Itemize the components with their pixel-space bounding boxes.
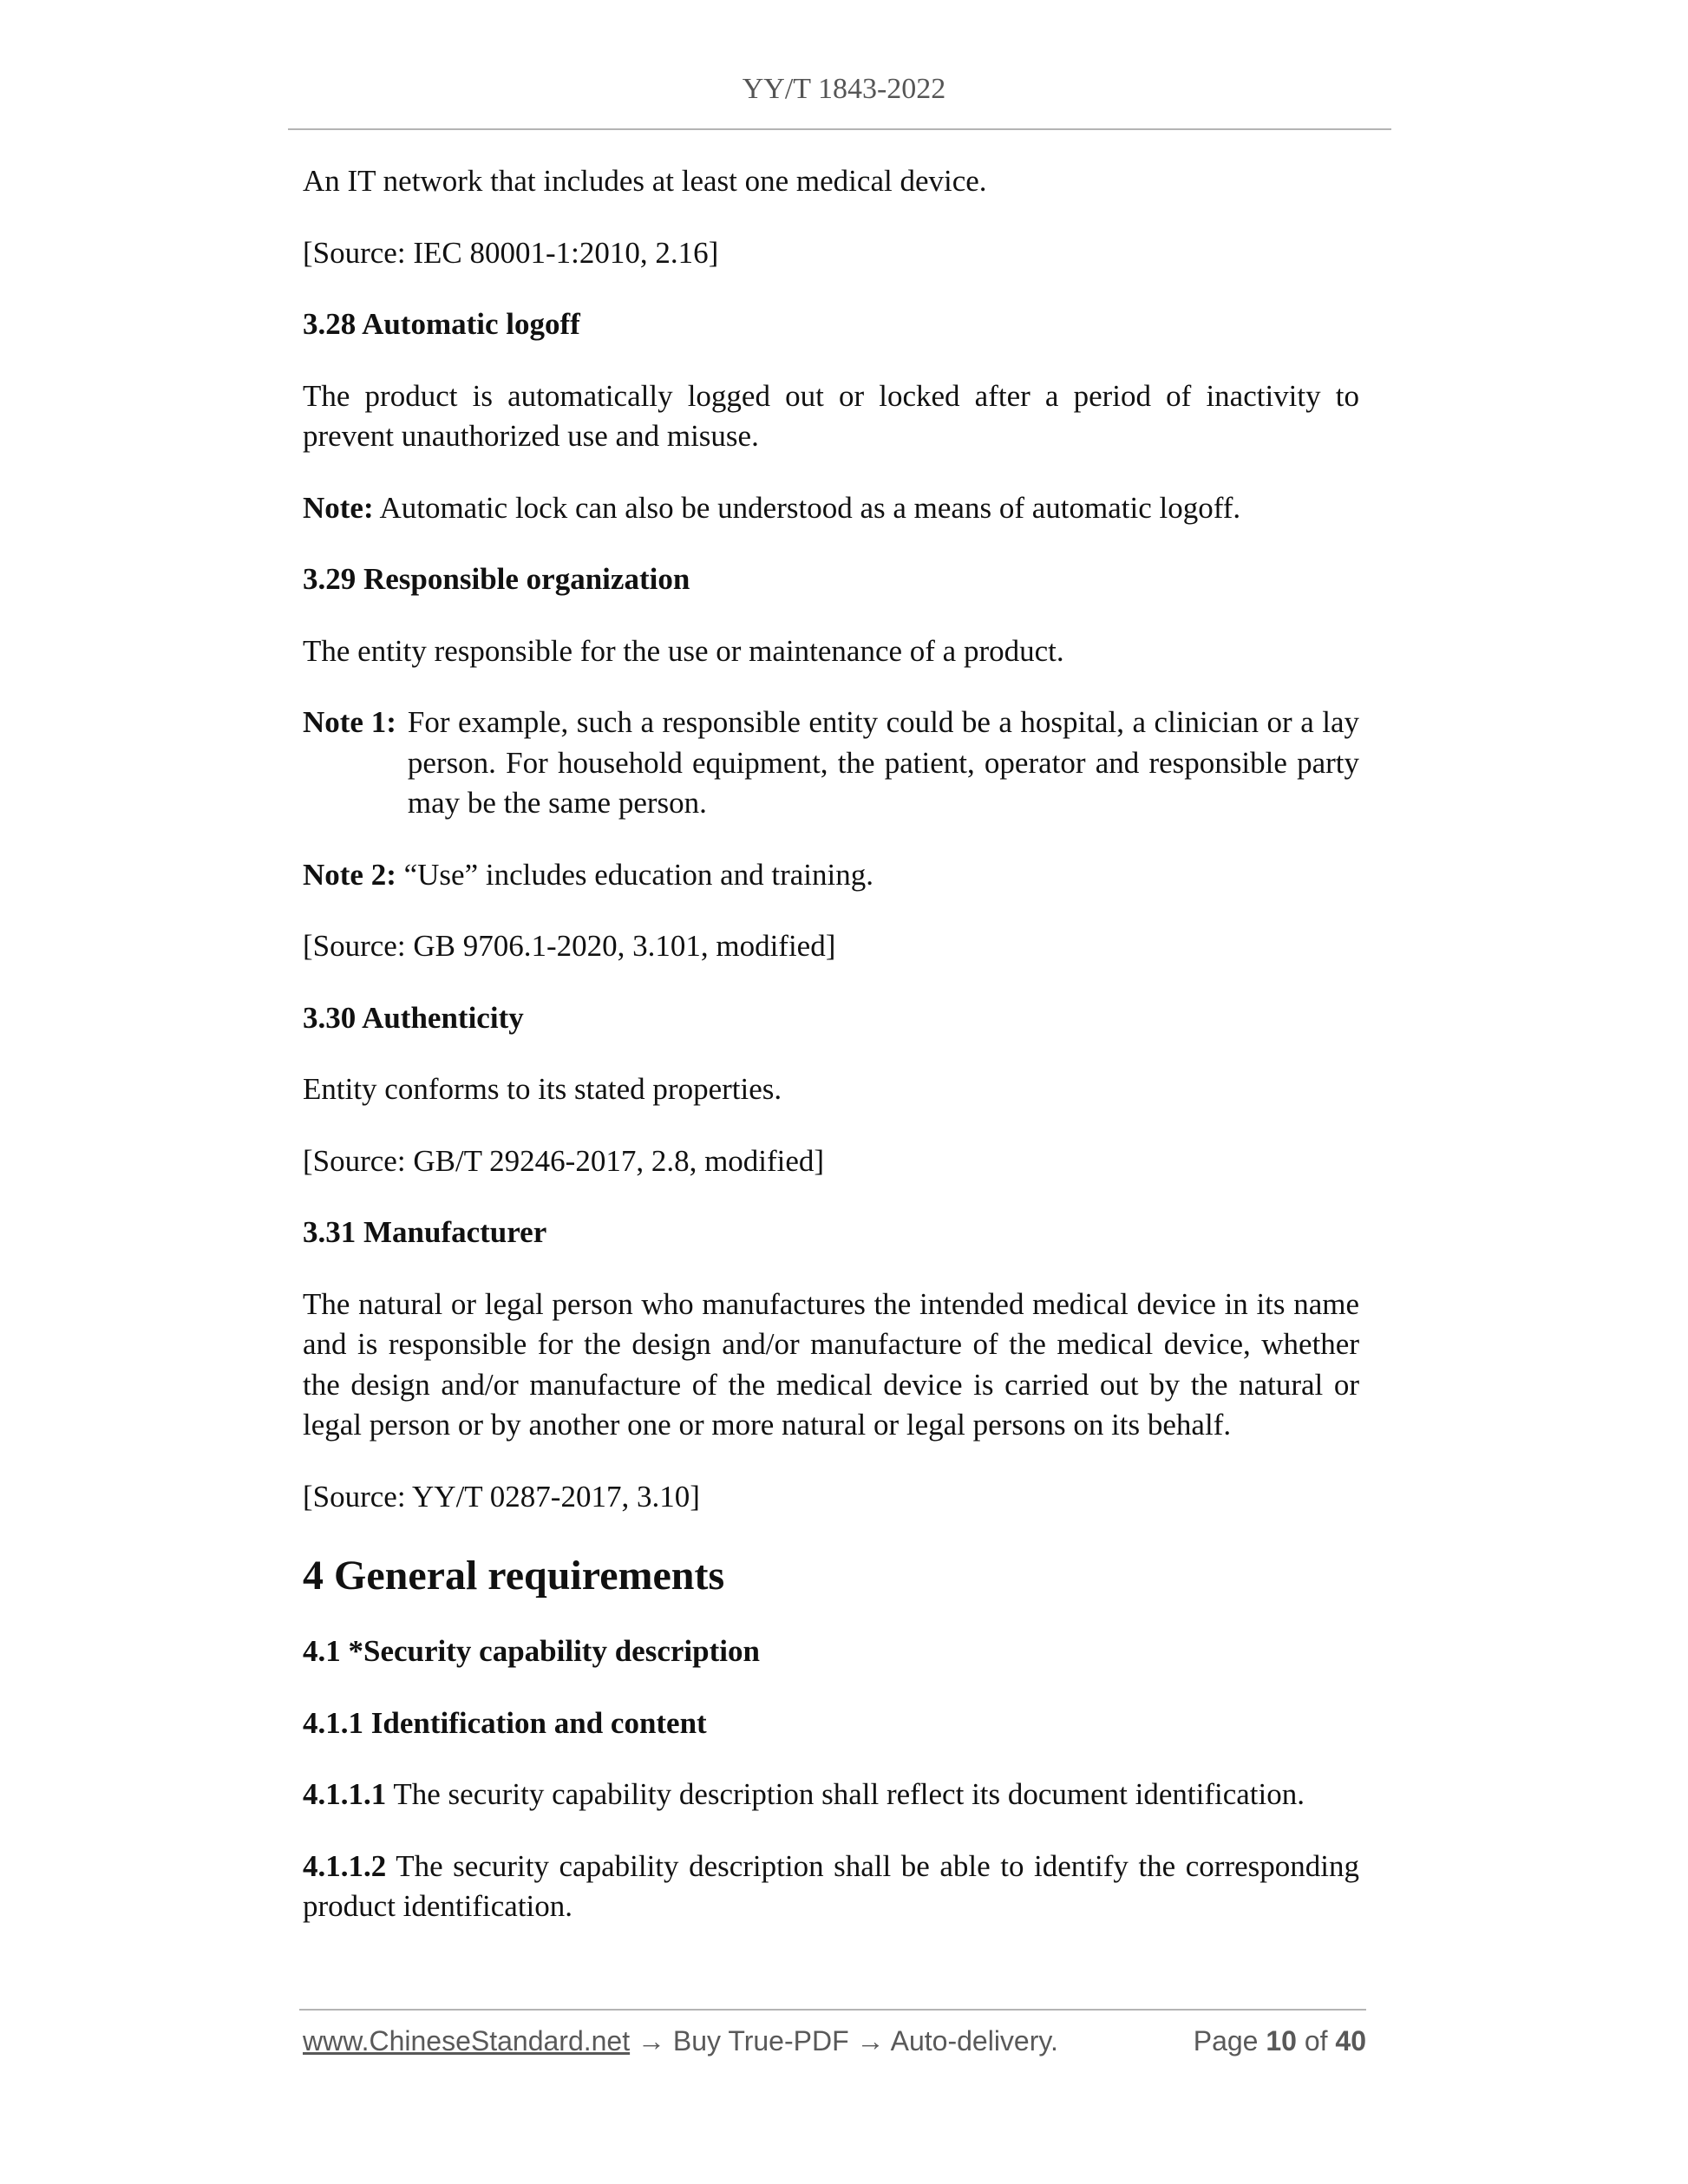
heading-4-1-1: 4.1.1 Identification and content	[303, 1705, 707, 1740]
footer-promo	[303, 2025, 1058, 2057]
note-text: Automatic lock can also be understood as a means of automatic logoff.	[379, 490, 1241, 525]
clause-4-1-1-2	[303, 1847, 1359, 1927]
paragraph: Entity conforms to its stated properties.	[303, 1072, 782, 1106]
arrow-right-icon: →	[856, 2025, 885, 2056]
paragraph: An IT network that includes at least one medical device.	[303, 164, 987, 198]
clause-number: 4.1.1.1	[303, 1777, 387, 1811]
page-footer	[303, 2025, 1366, 2069]
header-divider	[288, 128, 1391, 130]
page-header: YY/T 1843-2022	[742, 73, 946, 105]
page-label: Page	[1193, 2025, 1259, 2056]
clause-4-1-1-1	[303, 1775, 1359, 1815]
clause-text: The security capability description shall reflect its document identification.	[393, 1777, 1305, 1811]
note-label: Note 2:	[303, 857, 396, 892]
source-citation: [Source: GB 9706.1-2020, 3.101, modified]	[303, 929, 836, 963]
note-text: “Use” includes education and training.	[403, 857, 873, 892]
paragraph: The natural or legal person who manufactures the intended medical device in its name and is responsible for the design and/or manufacture of the medical device, whether the design and/or manufacture of the medical device is carried out by the natural or legal person or by another one or more natural or legal persons on its behalf.	[303, 1286, 1359, 1442]
note-label: Note:	[303, 490, 374, 525]
note-2	[303, 855, 1359, 896]
clause-text: The security capability description shall be able to identify the corresponding product identification.	[303, 1848, 1359, 1923]
site-link[interactable]: www.ChineseStandard.net	[303, 2025, 631, 2056]
clause-number: 4.1.1.2	[303, 1848, 387, 1883]
heading-4-1: 4.1 *Security capability description	[303, 1634, 760, 1668]
document-body	[303, 161, 1359, 1958]
note-1	[303, 703, 1359, 824]
current-page: 10	[1266, 2025, 1297, 2056]
heading-3-31: 3.31 Manufacturer	[303, 1215, 547, 1249]
source-citation: [Source: GB/T 29246-2017, 2.8, modified]	[303, 1143, 825, 1178]
heading-3-29: 3.29 Responsible organization	[303, 562, 690, 596]
heading-3-30: 3.30 Authenticity	[303, 1000, 524, 1035]
footer-divider	[299, 2009, 1366, 2011]
heading-3-28: 3.28 Automatic logoff	[303, 307, 580, 341]
section-heading-4: 4 General requirements	[303, 1553, 725, 1599]
note-text: For example, such a responsible entity could be a hospital, a clinician or a lay person. For household equipment, the patient, operator and responsible party may be the same person.	[407, 705, 1359, 820]
source-citation: [Source: IEC 80001-1:2010, 2.16]	[303, 235, 719, 270]
note	[303, 488, 1359, 529]
delivery-label: Auto-delivery.	[890, 2025, 1058, 2056]
of-label: of	[1304, 2025, 1328, 2056]
paragraph: The entity responsible for the use or maintenance of a product.	[303, 633, 1064, 668]
source-citation: [Source: YY/T 0287-2017, 3.10]	[303, 1479, 700, 1514]
page-number	[1194, 2025, 1366, 2057]
arrow-right-icon: →	[638, 2025, 665, 2056]
paragraph: The product is automatically logged out or locked after a period of inactivity to prevent unauthorized use and misuse.	[303, 378, 1359, 453]
note-label: Note 1:	[303, 705, 396, 739]
buy-label: Buy True-PDF	[672, 2025, 849, 2056]
total-pages: 40	[1335, 2025, 1366, 2056]
